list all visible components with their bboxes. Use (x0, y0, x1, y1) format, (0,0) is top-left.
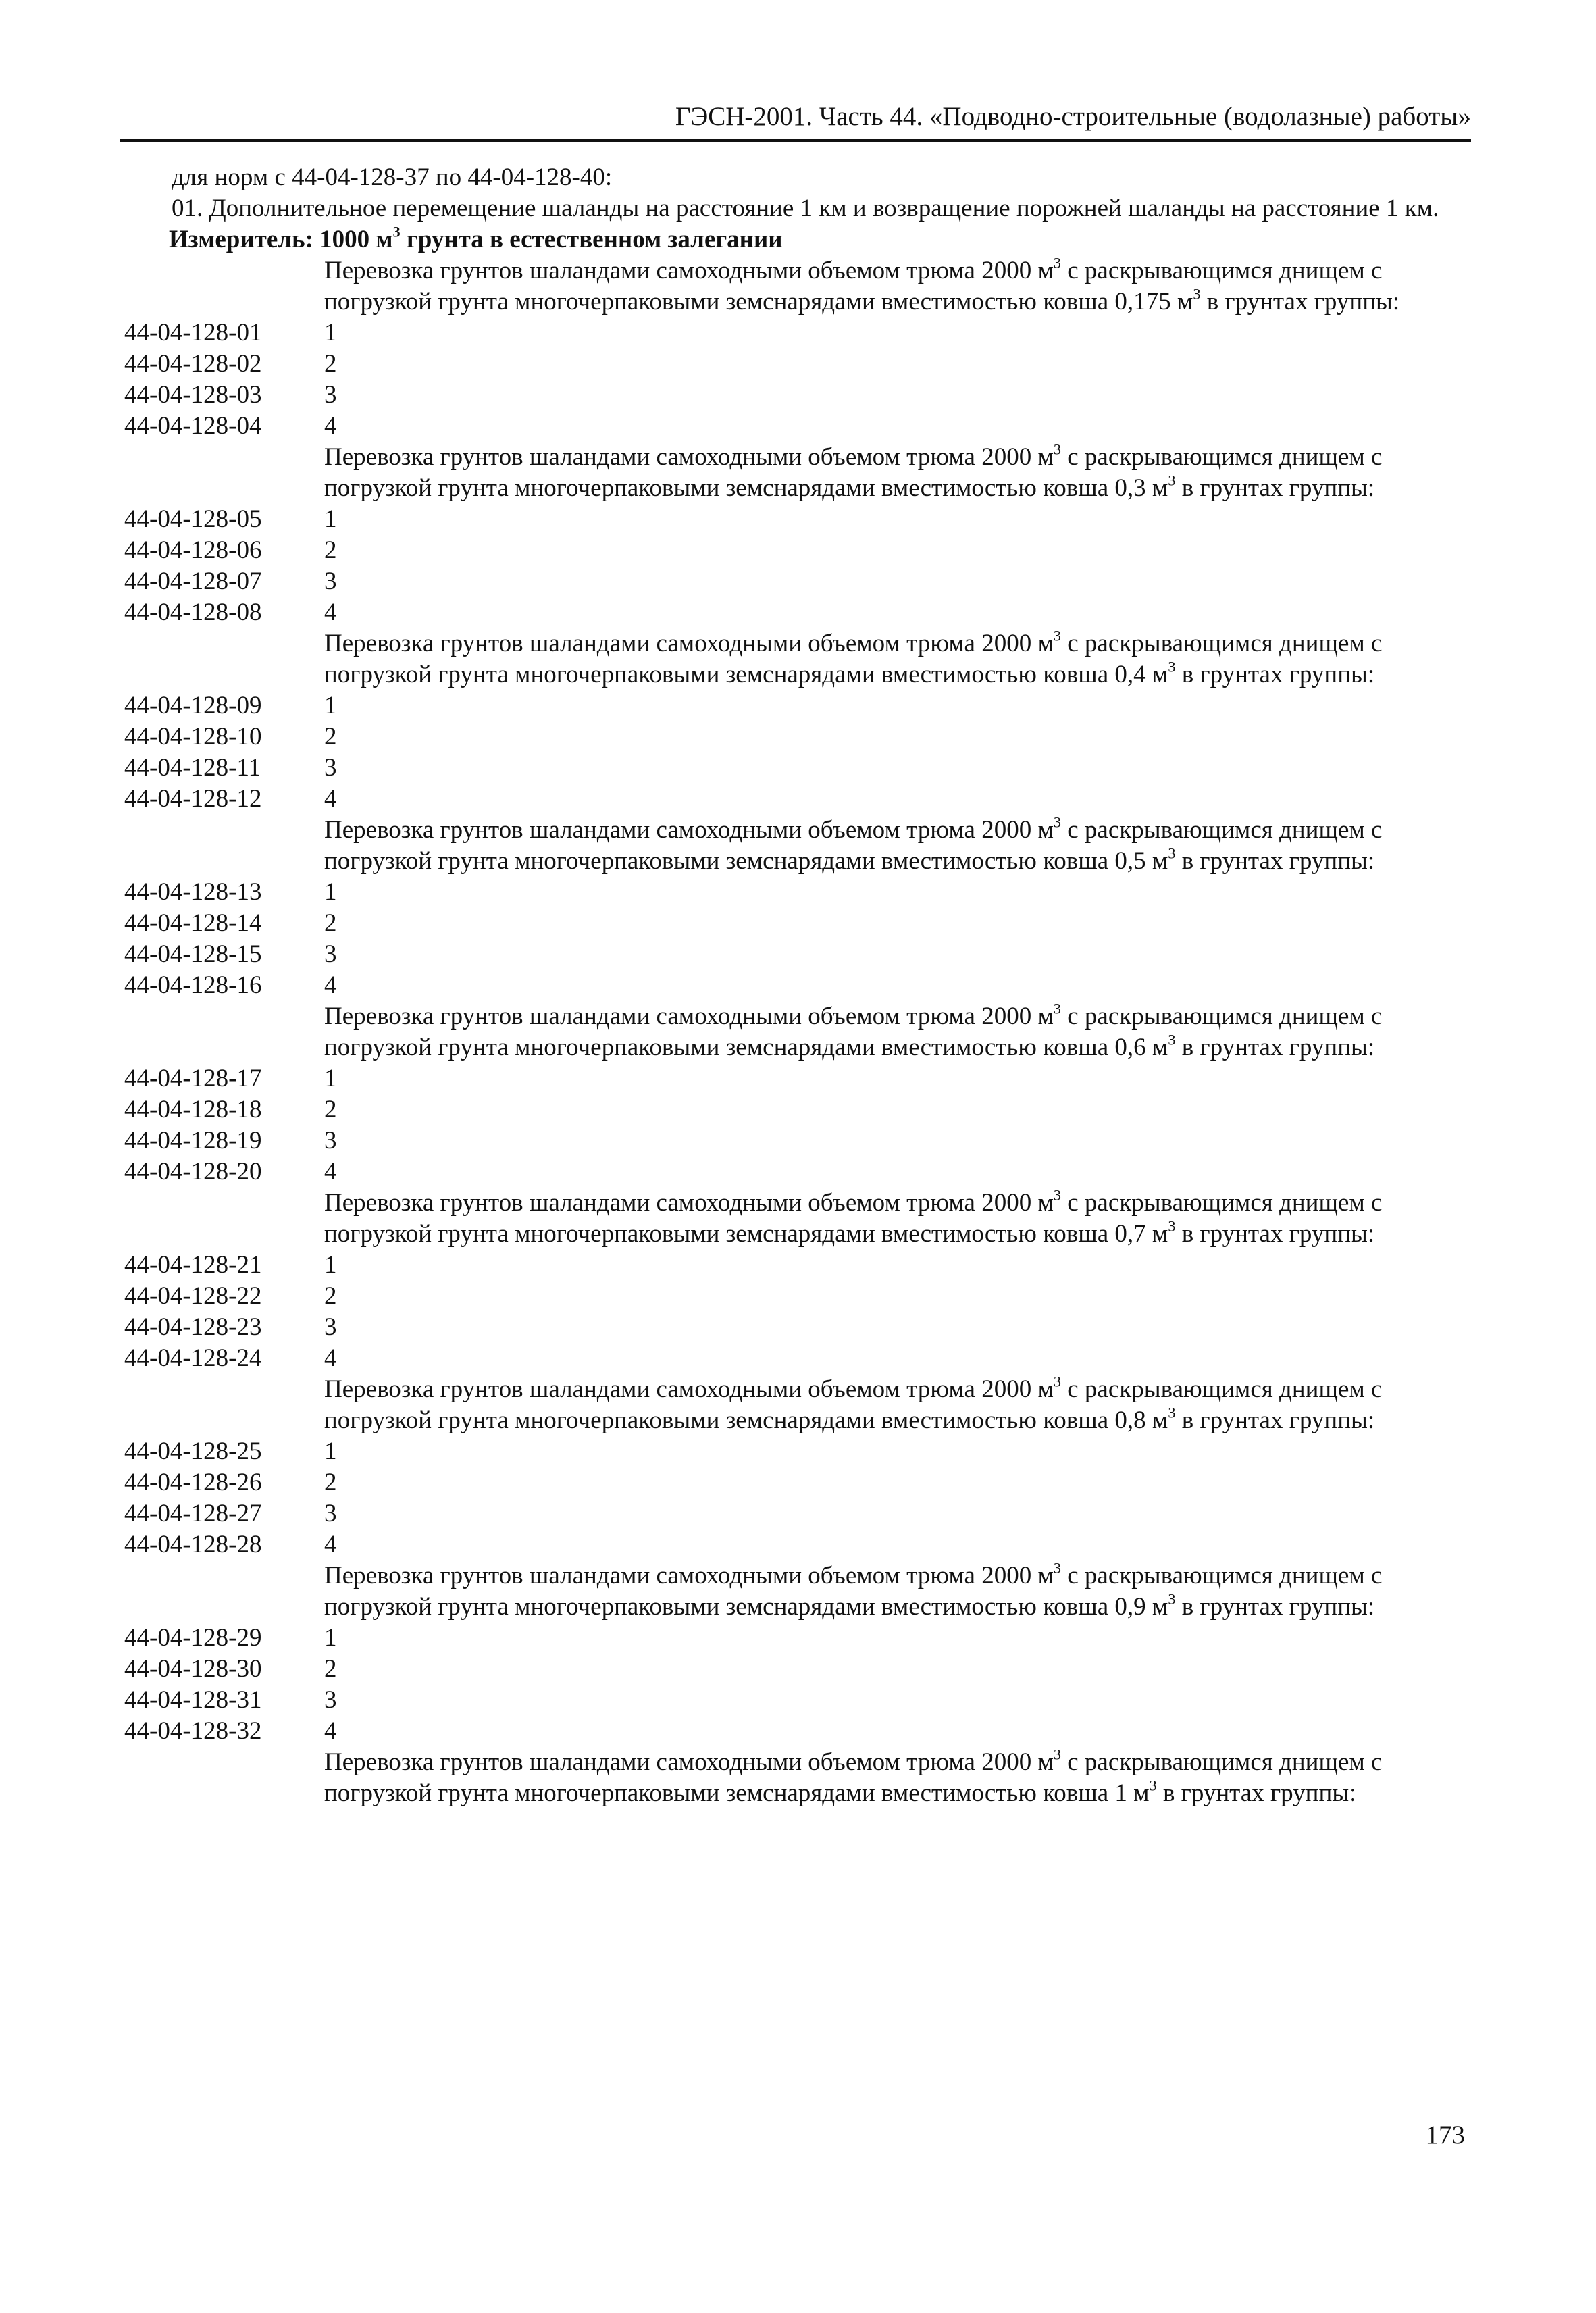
soil-group: 2 (324, 1096, 337, 1123)
soil-group: 3 (324, 1686, 337, 1714)
soil-group: 3 (324, 567, 337, 595)
norm-code: 44-04-128-13 (124, 878, 262, 906)
norm-row (124, 1125, 1470, 1156)
soil-group: 3 (324, 1127, 337, 1154)
norm-row (124, 721, 1470, 753)
norm-code: 44-04-128-23 (124, 1313, 262, 1341)
soil-group: 2 (324, 1655, 337, 1683)
intro-line-2: 01. Дополнительное перемещение шаланды на расстояние 1 км и возвращение порожней шаланды на расстояние 1 км. (172, 195, 1439, 222)
soil-group: 4 (324, 1717, 337, 1745)
norm-section (124, 1188, 1470, 1374)
norm-row (124, 566, 1470, 597)
soil-group: 4 (324, 785, 337, 813)
norm-row (124, 1281, 1470, 1312)
soil-group: 2 (324, 350, 337, 378)
norm-section (124, 1560, 1470, 1747)
norm-sections (124, 255, 1470, 1809)
norm-code: 44-04-128-19 (124, 1127, 262, 1154)
section-description: Перевозка грунтов шаландами самоходными объемом трюма 2000 $м^3$ с раскрывающимся днищем с погрузкой грунта многочерпаковыми земснарядами вместимостью ковша 0,8 $м^3$ в грунтах группы: (324, 1373, 1383, 1434)
soil-group: 2 (324, 536, 337, 564)
norm-section (124, 255, 1470, 442)
norm-row (124, 690, 1470, 721)
norm-row (124, 1467, 1470, 1498)
norm-section (124, 628, 1470, 815)
norm-row (124, 1716, 1470, 1747)
norm-row (124, 877, 1470, 908)
norm-section (124, 1374, 1470, 1560)
soil-group: 1 (324, 692, 337, 719)
norm-code: 44-04-128-05 (124, 505, 262, 533)
norm-code: 44-04-128-02 (124, 350, 262, 378)
norm-row (124, 1654, 1470, 1685)
soil-group: 1 (324, 878, 337, 906)
soil-group: 2 (324, 1469, 337, 1496)
norm-code: 44-04-128-01 (124, 319, 262, 347)
norm-code: 44-04-128-17 (124, 1065, 262, 1092)
norm-code: 44-04-128-29 (124, 1624, 262, 1652)
norm-code: 44-04-128-24 (124, 1344, 262, 1372)
section-description: Перевозка грунтов шаландами самоходными объемом трюма 2000 $м^3$ с раскрывающимся днищем с погрузкой грунта многочерпаковыми земснарядами вместимостью ковша 0,5 $м^3$ в грунтах группы: (324, 813, 1383, 875)
norm-code: 44-04-128-32 (124, 1717, 262, 1745)
soil-group: 1 (324, 505, 337, 533)
norm-row (124, 597, 1470, 628)
norm-code: 44-04-128-06 (124, 536, 262, 564)
norm-code: 44-04-128-25 (124, 1438, 262, 1465)
section-description: Перевозка грунтов шаландами самоходными объемом трюма 2000 $м^3$ с раскрывающимся днищем с погрузкой грунта многочерпаковыми земснарядами вместимостью ковша 0,175 $м^3$ в грунтах группы: (324, 254, 1400, 315)
section-description: Перевозка грунтов шаландами самоходными объемом трюма 2000 $м^3$ с раскрывающимся днищем с погрузкой грунта многочерпаковыми земснарядами вместимостью ковша 0,3 $м^3$ в грунтах группы: (324, 440, 1383, 502)
soil-group: 4 (324, 599, 337, 626)
norm-code: 44-04-128-10 (124, 723, 262, 751)
section-description: Перевозка грунтов шаландами самоходными объемом трюма 2000 $м^3$ с раскрывающимся днищем с погрузкой грунта многочерпаковыми земснарядами вместимостью ковша 0,7 $м^3$ в грунтах группы: (324, 1186, 1383, 1248)
soil-group: 4 (324, 971, 337, 999)
soil-group: 3 (324, 754, 337, 782)
norm-code: 44-04-128-07 (124, 567, 262, 595)
norm-row (124, 1156, 1470, 1188)
page-body (124, 162, 1470, 1809)
norm-row (124, 317, 1470, 349)
norm-code: 44-04-128-18 (124, 1096, 262, 1123)
norm-row (124, 753, 1470, 784)
norm-code: 44-04-128-04 (124, 412, 262, 440)
section-description: Перевозка грунтов шаландами самоходными объемом трюма 2000 $м^3$ с раскрывающимся днищем с погрузкой грунта многочерпаковыми земснарядами вместимостью ковша 0,9 $м^3$ в грунтах группы: (324, 1559, 1383, 1621)
norm-code: 44-04-128-03 (124, 381, 262, 409)
header-rule (120, 139, 1471, 142)
soil-group: 1 (324, 1251, 337, 1279)
soil-group: 3 (324, 1313, 337, 1341)
norm-row (124, 1623, 1470, 1654)
norm-code: 44-04-128-08 (124, 599, 262, 626)
norm-row (124, 1312, 1470, 1343)
norm-code: 44-04-128-12 (124, 785, 262, 813)
norm-code: 44-04-128-28 (124, 1531, 262, 1558)
soil-group: 1 (324, 1438, 337, 1465)
soil-group: 4 (324, 1531, 337, 1558)
norm-code: 44-04-128-26 (124, 1469, 262, 1496)
norm-row (124, 1094, 1470, 1125)
page-number: 173 (1425, 2120, 1465, 2150)
norm-code: 44-04-128-27 (124, 1500, 262, 1527)
norm-code: 44-04-128-14 (124, 909, 262, 937)
norm-code: 44-04-128-11 (124, 754, 261, 782)
norm-section (124, 1001, 1470, 1188)
section-description: Перевозка грунтов шаландами самоходными объемом трюма 2000 $м^3$ с раскрывающимся днищем с погрузкой грунта многочерпаковыми земснарядами вместимостью ковша 0,4 $м^3$ в грунтах группы: (324, 627, 1383, 688)
norm-code: 44-04-128-22 (124, 1282, 262, 1310)
soil-group: 2 (324, 723, 337, 751)
norm-row (124, 411, 1470, 442)
soil-group: 2 (324, 909, 337, 937)
soil-group: 1 (324, 319, 337, 347)
norm-section (124, 1747, 1470, 1809)
norm-row (124, 939, 1470, 970)
measure-line (169, 224, 1470, 255)
soil-group: 1 (324, 1624, 337, 1652)
norm-row (124, 1343, 1470, 1374)
norm-row (124, 504, 1470, 535)
norm-row (124, 535, 1470, 566)
section-description: Перевозка грунтов шаландами самоходными объемом трюма 2000 $м^3$ с раскрывающимся днищем с погрузкой грунта многочерпаковыми земснарядами вместимостью ковша 1 $м^3$ в грунтах группы: (324, 1746, 1383, 1807)
soil-group: 4 (324, 1344, 337, 1372)
norm-row (124, 970, 1470, 1001)
norm-row (124, 1685, 1470, 1716)
norm-section (124, 815, 1470, 1001)
soil-group: 4 (324, 412, 337, 440)
soil-group: 3 (324, 940, 337, 968)
norm-row (124, 908, 1470, 939)
soil-group: 3 (324, 381, 337, 409)
norm-row (124, 1436, 1470, 1467)
norm-code: 44-04-128-21 (124, 1251, 262, 1279)
norm-code: 44-04-128-31 (124, 1686, 262, 1714)
norm-row (124, 349, 1470, 380)
section-description: Перевозка грунтов шаландами самоходными объемом трюма 2000 $м^3$ с раскрывающимся днищем с погрузкой грунта многочерпаковыми земснарядами вместимостью ковша 0,6 $м^3$ в грунтах группы: (324, 1000, 1383, 1061)
intro-line-1: для норм с 44-04-128-37 по 44-04-128-40: (172, 163, 613, 191)
soil-group: 2 (324, 1282, 337, 1310)
norm-row (124, 380, 1470, 411)
norm-row (124, 1063, 1470, 1094)
norm-code: 44-04-128-30 (124, 1655, 262, 1683)
norm-code: 44-04-128-15 (124, 940, 262, 968)
norm-row (124, 784, 1470, 815)
soil-group: 3 (324, 1500, 337, 1527)
measure-label: Измеритель: (169, 226, 313, 253)
norm-code: 44-04-128-16 (124, 971, 262, 999)
norm-row (124, 1529, 1470, 1560)
soil-group: 4 (324, 1158, 337, 1186)
running-header: ГЭСН-2001. Часть 44. «Подводно-строительные (водолазные) работы» (675, 102, 1471, 131)
norm-row (124, 1250, 1470, 1281)
norm-code: 44-04-128-09 (124, 692, 262, 719)
norm-row (124, 1498, 1470, 1529)
measure-value: 1000 $м^3$ грунта в естественном залегании (319, 223, 783, 253)
norm-code: 44-04-128-20 (124, 1158, 262, 1186)
norm-section (124, 442, 1470, 628)
soil-group: 1 (324, 1065, 337, 1092)
